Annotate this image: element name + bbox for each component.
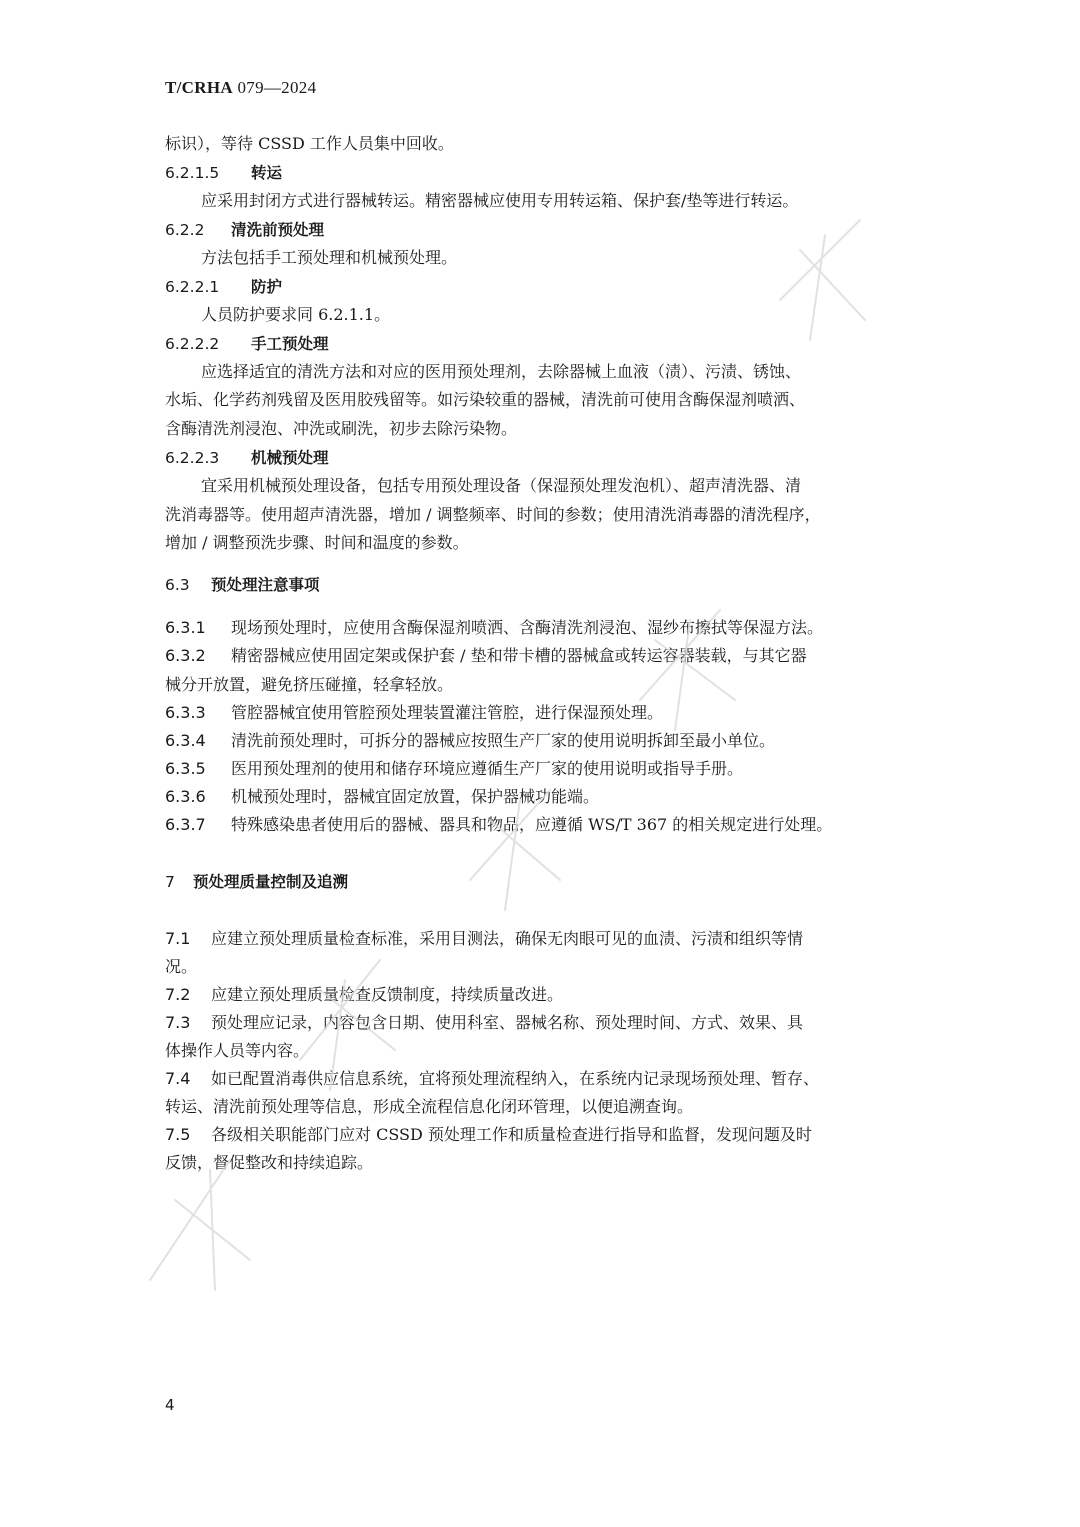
section-number: 6.2.2 — [165, 221, 205, 239]
clause-number: 7.2 — [165, 985, 191, 1004]
clause-text: 特殊感染患者使用后的器械、器具和物品，应遵循 WS/T 367 的相关规定进行处理。 — [231, 815, 833, 834]
clause-number: 6.3.2 — [165, 646, 206, 665]
clause-number: 7.1 — [165, 929, 191, 948]
section-number: 6.2.2.1 — [165, 278, 220, 296]
standard-code: T/CRHA — [165, 78, 233, 97]
clause-7-1 — [165, 929, 925, 949]
clause-6-3-2 — [165, 646, 925, 666]
clause-6-3-3 — [165, 703, 925, 723]
clause-6-3-6 — [165, 787, 925, 807]
section-number: 6.3 — [165, 576, 190, 594]
clause-text: 清洗前预处理时，可拆分的器械应按照生产厂家的使用说明拆卸至最小单位。 — [231, 731, 776, 750]
clause-number: 7.3 — [165, 1013, 191, 1032]
section-title: 机械预处理 — [251, 449, 329, 467]
clause-text: 预处理应记录，内容包含日期、使用科室、器械名称、预处理时间、方式、效果、具 — [211, 1013, 804, 1032]
clause-text: 如已配置消毒供应信息系统，宜将预处理流程纳入，在系统内记录现场预处理、暂存、 — [211, 1069, 820, 1088]
text-line: 方法包括手工预处理和机械预处理。 — [201, 248, 458, 267]
text-line: 体操作人员等内容。 — [165, 1041, 310, 1060]
text-line: 人员防护要求同 6.2.1.1。 — [201, 305, 391, 324]
clause-6-3-7 — [165, 815, 925, 835]
clause-number: 6.3.5 — [165, 759, 206, 778]
clause-number: 6.3.4 — [165, 731, 206, 750]
clause-text: 机械预处理时，器械宜固定放置，保护器械功能端。 — [231, 787, 600, 806]
section-title: 预处理注意事项 — [211, 576, 320, 594]
clause-6-3-4 — [165, 731, 925, 751]
section-number: 6.2.2.2 — [165, 335, 220, 353]
section-title: 清洗前预处理 — [231, 221, 325, 239]
clause-text: 各级相关职能部门应对 CSSD 预处理工作和质量检查进行指导和监督，发现问题及时 — [211, 1125, 812, 1144]
text-line: 械分开放置，避免挤压碰撞，轻拿轻放。 — [165, 675, 454, 694]
clause-number: 6.3.1 — [165, 618, 206, 637]
clause-6-3-1 — [165, 618, 925, 638]
clause-number: 6.3.3 — [165, 703, 206, 722]
clause-7-3 — [165, 1013, 925, 1033]
clause-number: 6.3.7 — [165, 815, 206, 834]
heading-6-2-1-5 — [165, 163, 925, 183]
clause-number: 7.5 — [165, 1125, 191, 1144]
clause-text: 现场预处理时，应使用含酶保湿剂喷洒、含酶清洗剂浸泡、湿纱布擦拭等保湿方法。 — [231, 618, 824, 637]
clause-7-5 — [165, 1125, 925, 1145]
text-line: 洗消毒器等。使用超声清洗器，增加 / 调整频率、时间的参数；使用清洗消毒器的清洗程序， — [165, 505, 821, 524]
text-line: 含酶清洗剂浸泡、冲洗或刷洗，初步去除污染物。 — [165, 419, 518, 438]
section-title: 转运 — [251, 164, 283, 182]
text-line: 应采用封闭方式进行器械转运。精密器械应使用专用转运箱、保护套/垫等进行转运。 — [201, 191, 799, 210]
clause-text: 精密器械应使用固定架或保护套 / 垫和带卡槽的器械盒或转运容器装载，与其它器 — [231, 646, 807, 665]
clause-number: 6.3.6 — [165, 787, 206, 806]
section-number: 6.2.2.3 — [165, 449, 220, 467]
heading-6-2-2-2 — [165, 334, 925, 354]
text-line: 宜采用机械预处理设备，包括专用预处理设备（保湿预处理发泡机）、超声清洗器、清 — [201, 476, 802, 495]
standard-number: 079—2024 — [237, 78, 317, 97]
clause-text: 管腔器械宜使用管腔预处理装置灌注管腔，进行保湿预处理。 — [231, 703, 664, 722]
section-title: 防护 — [251, 278, 283, 296]
clause-7-4 — [165, 1069, 925, 1089]
text-line: 转运、清洗前预处理等信息，形成全流程信息化闭环管理，以便追溯查询。 — [165, 1097, 694, 1116]
text-line: 标识），等待 CSSD 工作人员集中回收。 — [165, 134, 454, 153]
clause-text: 医用预处理剂的使用和储存环境应遵循生产厂家的使用说明或指导手册。 — [231, 759, 744, 778]
text-line: 应选择适宜的清洗方法和对应的医用预处理剂，去除器械上血液（渍）、污渍、锈蚀、 — [201, 362, 802, 381]
heading-7 — [165, 872, 925, 892]
section-number: 7 — [165, 873, 175, 891]
text-line: 增加 / 调整预洗步骤、时间和温度的参数。 — [165, 533, 469, 552]
heading-6-3 — [165, 575, 925, 595]
section-title: 预处理质量控制及追溯 — [193, 873, 349, 891]
heading-6-2-2-1 — [165, 277, 925, 297]
clause-number: 7.4 — [165, 1069, 191, 1088]
clause-6-3-5 — [165, 759, 925, 779]
text-line: 反馈，督促整改和持续追踪。 — [165, 1153, 374, 1172]
text-line: 水垢、化学药剂残留及医用胶残留等。如污染较重的器械，清洗前可使用含酶保湿剂喷洒、 — [165, 390, 806, 409]
text-line: 况。 — [165, 957, 198, 976]
clause-text: 应建立预处理质量检查反馈制度，持续质量改进。 — [211, 985, 564, 1004]
heading-6-2-2-3 — [165, 448, 925, 468]
section-title: 手工预处理 — [251, 335, 329, 353]
page-number: 4 — [165, 1396, 175, 1414]
clause-7-2 — [165, 985, 925, 1005]
document-header — [165, 78, 316, 98]
clause-text: 应建立预处理质量检查标准，采用目测法，确保无肉眼可见的血渍、污渍和组织等情 — [211, 929, 804, 948]
heading-6-2-2 — [165, 220, 925, 240]
section-number: 6.2.1.5 — [165, 164, 220, 182]
